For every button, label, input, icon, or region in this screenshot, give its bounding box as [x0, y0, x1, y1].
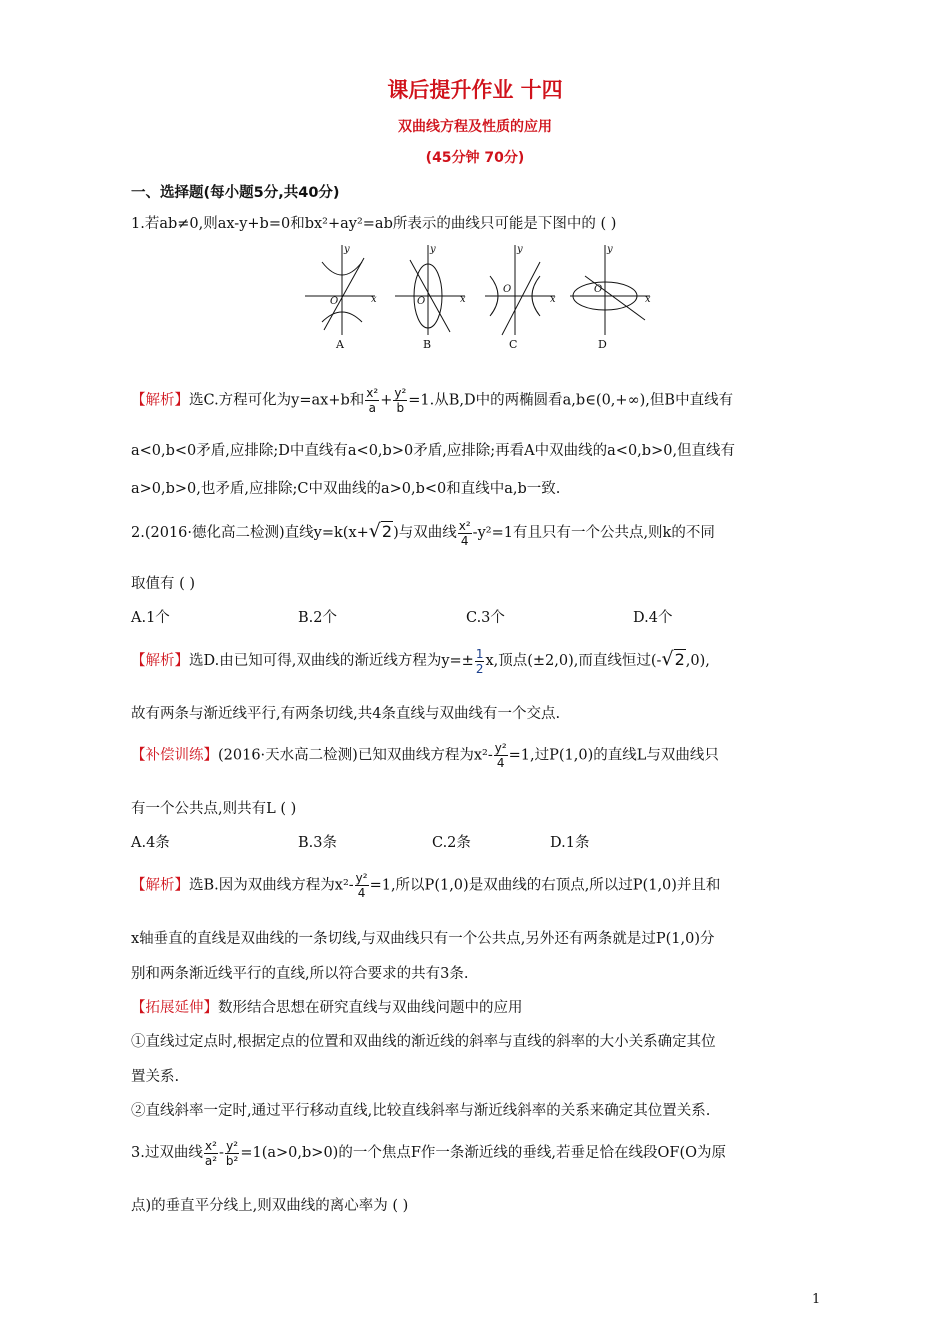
- supp-analysis-line1: 【解析】选B.因为双曲线方程为x²- $\frac{\text{y²}}{4}$ =1,所以P(1,0)是双曲线的右顶点,所以过P(1,0)并且和: [131, 871, 721, 900]
- axis-y-label: y: [344, 244, 350, 255]
- q2-stem-line1: 2.(2016·德化高二检测)直线y=k(x+√2)与双曲线 $\frac{\text{x²}}{4}$ -y²=1有且只有一个公共点,则k的不同: [131, 518, 715, 548]
- supp-stem-line2: 有一个公共点,则共有L ( ): [131, 801, 297, 817]
- ext-item1-line1: ①直线过定点时,根据定点的位置和双曲线的渐近线的斜率与直线的斜率的大小关系确定其位: [131, 1034, 716, 1050]
- supp-tag: 【补偿训练】: [131, 747, 218, 764]
- figure-d: [570, 244, 651, 351]
- figure-a: [305, 244, 377, 351]
- ext-title-line: 【拓展延伸】数形结合思想在研究直线与双曲线问题中的应用: [131, 1000, 523, 1016]
- option-c: C.2条: [432, 835, 471, 851]
- q1-analysis-line1: 【解析】选C.方程可化为y=ax+b和 $\frac{\text{x²}}{a}$ + $\frac{\text{y²}}{b}$ =1.从B,D中的两椭圆看a,b∈(0,+∞),但B中直线有: [131, 386, 734, 415]
- option-d: D.4个: [633, 610, 673, 626]
- axis-y-label: y: [517, 244, 523, 255]
- figure-c: [485, 244, 556, 351]
- fraction: $\frac{\text{y²}}{b}$: [394, 386, 407, 415]
- supp-options: [131, 833, 831, 853]
- q3-stem-line2: 点)的垂直平分线上,则双曲线的离心率为 ( ): [131, 1198, 409, 1214]
- sqrt-symbol: √2: [368, 520, 393, 542]
- q2-analysis-line2: 故有两条与渐近线平行,有两条切线,共4条直线与双曲线有一个交点.: [131, 706, 561, 722]
- axis-x-label: x: [645, 294, 651, 305]
- page-title: 课后提升作业 十四: [387, 78, 563, 102]
- axis-y-label: y: [430, 244, 436, 255]
- supp-analysis-line2: x轴垂直的直线是双曲线的一条切线,与双曲线只有一个公共点,另外还有两条就是过P(1,0)分: [131, 931, 715, 947]
- q1-stem: 1.若ab≠0,则ax-y+b=0和bx²+ay²=ab所表示的曲线只可能是下图中的 ( ): [131, 216, 617, 232]
- q2-options: [131, 608, 831, 628]
- analysis-tag: 【解析】: [131, 653, 189, 669]
- time-score: (45分钟 70分): [425, 150, 525, 166]
- origin-label: O: [503, 284, 512, 295]
- option-c: C.3个: [466, 610, 505, 626]
- option-a: A.1个: [131, 610, 170, 626]
- fraction: $\frac{\text{y²}}{4}$: [355, 871, 368, 900]
- fraction: $\frac{\text{x²}}{a}$: [366, 386, 379, 415]
- q1-analysis-line2: a<0,b<0矛盾,应排除;D中直线有a<0,b>0矛盾,应排除;再看A中双曲线的a<0,b>0,但直线有: [131, 443, 736, 459]
- figure-b: [395, 244, 466, 351]
- ext-tag: 【拓展延伸】: [131, 1000, 218, 1016]
- axis-y-label: y: [607, 244, 613, 255]
- sqrt-symbol: √2: [661, 648, 685, 670]
- q1-figures: [300, 240, 670, 352]
- axis-x-label: x: [550, 294, 556, 305]
- section-heading: 一、选择题(每小题5分,共40分): [131, 185, 340, 201]
- origin-label: O: [417, 296, 426, 307]
- figure-label: A: [336, 338, 344, 351]
- q1-analysis-line3: a>0,b>0,也矛盾,应排除;C中双曲线的a>0,b<0和直线中a,b一致.: [131, 481, 561, 497]
- analysis-tag: 【解析】: [131, 392, 189, 409]
- figure-label: C: [509, 338, 518, 351]
- axis-x-label: x: [460, 294, 466, 305]
- supp-analysis-line3: 别和两条渐近线平行的直线,所以符合要求的共有3条.: [131, 966, 469, 982]
- q2-analysis-line1: 【解析】选D.由已知可得,双曲线的渐近线方程为y=± $\frac{1}{2}$ x,顶点(±2,0),而直线恒过(-√2,0),: [131, 646, 710, 676]
- option-a: A.4条: [131, 835, 170, 851]
- fraction: $\frac{\text{x²}}{\text{a²}}$: [204, 1138, 218, 1168]
- axis-x-label: x: [371, 294, 377, 305]
- fraction: $\frac{\text{y²}}{\text{b²}}$: [225, 1138, 239, 1168]
- figure-label: D: [598, 338, 607, 351]
- figure-label: B: [423, 338, 432, 351]
- page-number: 1: [812, 1292, 821, 1307]
- origin-label: O: [594, 284, 603, 295]
- q2-stem-line2: 取值有 ( ): [131, 576, 196, 592]
- fraction: $\frac{\text{y²}}{4}$: [494, 741, 507, 770]
- page-subtitle: 双曲线方程及性质的应用: [398, 119, 552, 135]
- option-b: B.2个: [298, 610, 337, 626]
- analysis-tag: 【解析】: [131, 877, 189, 894]
- option-d: D.1条: [550, 835, 590, 851]
- origin-label: O: [330, 296, 339, 307]
- q3-stem-line1: 3.过双曲线 $\frac{\text{x²}}{\text{a²}}$ - $\frac{\text{y²}}{\text{b²}}$ =1(a>0,b>0)的一个焦点F作一条渐近线的垂线,若垂足恰在线段OF(O为原: [131, 1138, 726, 1168]
- supp-stem-line1: 【补偿训练】(2016·天水高二检测)已知双曲线方程为x²- $\frac{\text{y²}}{4}$ =1,过P(1,0)的直线L与双曲线只: [131, 741, 719, 770]
- option-b: B.3条: [298, 835, 337, 851]
- ext-item2: ②直线斜率一定时,通过平行移动直线,比较直线斜率与渐近线斜率的关系来确定其位置关系.: [131, 1103, 711, 1119]
- fraction: $\frac{\text{x²}}{4}$: [458, 518, 471, 548]
- ext-item1-line2: 置关系.: [131, 1069, 180, 1085]
- fraction: $\frac{1}{2}$: [475, 646, 484, 676]
